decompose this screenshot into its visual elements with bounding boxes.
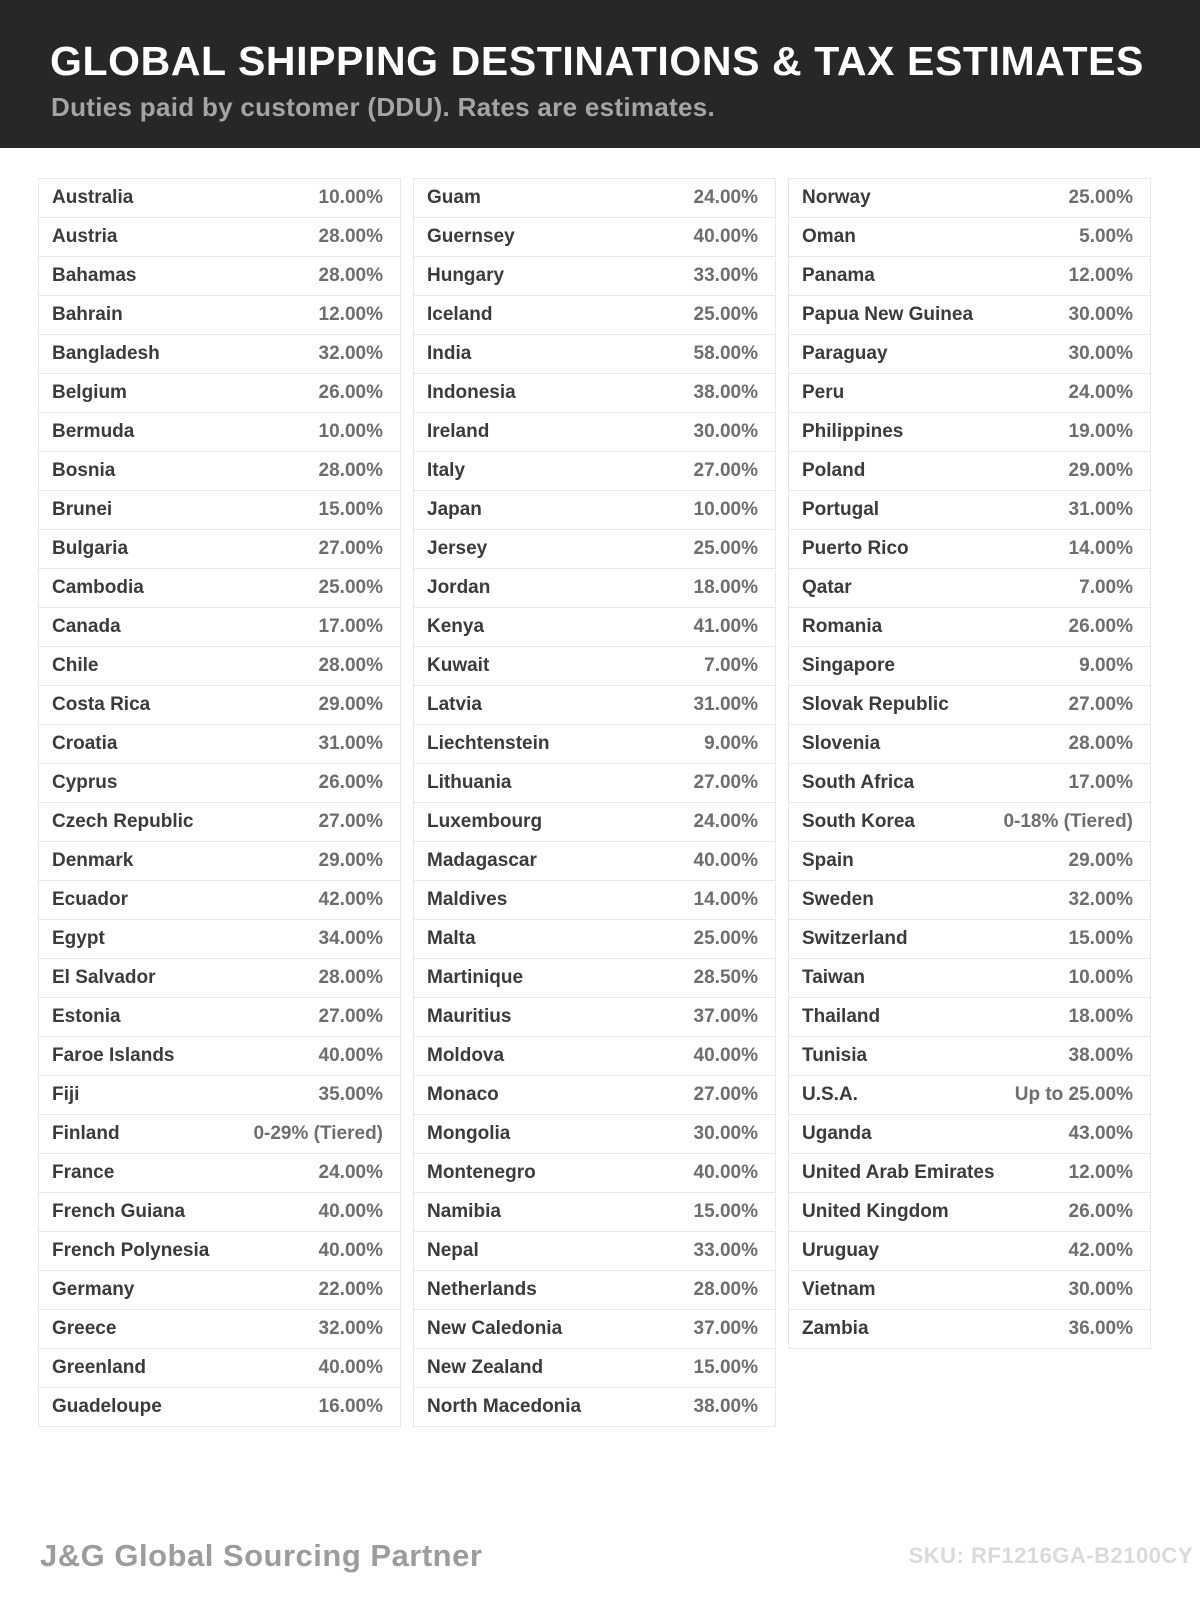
table-row [38, 256, 401, 296]
table-row [413, 1114, 776, 1154]
table-row [38, 334, 401, 374]
table-row [38, 217, 401, 257]
tax-rate: 32.00% [1068, 889, 1133, 910]
rates-table [38, 178, 1151, 1427]
country-name: Qatar [802, 577, 852, 598]
table-row [788, 880, 1151, 920]
tax-rate: 26.00% [1068, 616, 1133, 637]
country-name: Zambia [802, 1318, 869, 1339]
country-name: Puerto Rico [802, 538, 909, 559]
table-row [413, 1153, 776, 1193]
table-row [38, 451, 401, 491]
tax-rate: 10.00% [693, 499, 758, 520]
table-row [788, 763, 1151, 803]
table-row [788, 1153, 1151, 1193]
table-row [788, 919, 1151, 959]
table-row [413, 919, 776, 959]
country-name: Netherlands [427, 1279, 537, 1300]
country-name: Ireland [427, 421, 490, 442]
table-row [38, 1075, 401, 1115]
tax-rate: 17.00% [1068, 772, 1133, 793]
table-row [38, 1192, 401, 1232]
table-row [38, 1036, 401, 1076]
table-row [413, 1036, 776, 1076]
tax-rate: 31.00% [1068, 499, 1133, 520]
tax-rate: 43.00% [1068, 1123, 1133, 1144]
tax-rate: 19.00% [1068, 421, 1133, 442]
tax-rate: 10.00% [318, 187, 383, 208]
country-name: Malta [427, 928, 476, 949]
tax-rate: 32.00% [318, 343, 383, 364]
country-name: New Zealand [427, 1357, 544, 1378]
tax-rate: 33.00% [693, 1240, 758, 1261]
tax-rate: 22.00% [318, 1279, 383, 1300]
tax-rate: 38.00% [1068, 1045, 1133, 1066]
table-row [413, 490, 776, 530]
table-row [788, 217, 1151, 257]
tax-rate: 26.00% [318, 772, 383, 793]
table-row [413, 178, 776, 218]
country-name: Costa Rica [52, 694, 151, 715]
tax-rate: 40.00% [693, 226, 758, 247]
country-name: Singapore [802, 655, 895, 676]
tax-rate: 18.00% [1068, 1006, 1133, 1027]
country-name: Greece [52, 1318, 117, 1339]
country-name: Namibia [427, 1201, 501, 1222]
country-name: United Arab Emirates [802, 1162, 995, 1183]
table-row [413, 958, 776, 998]
tax-rate: 14.00% [1068, 538, 1133, 559]
tax-rate: 28.00% [693, 1279, 758, 1300]
table-row [788, 607, 1151, 647]
table-row [38, 958, 401, 998]
country-name: Estonia [52, 1006, 121, 1027]
table-row [788, 1075, 1151, 1115]
tax-rate: 15.00% [693, 1357, 758, 1378]
tax-rate: 37.00% [693, 1318, 758, 1339]
country-name: South Africa [802, 772, 915, 793]
tax-rate: 7.00% [704, 655, 758, 676]
table-row [788, 1192, 1151, 1232]
table-row [788, 529, 1151, 569]
table-row [788, 1309, 1151, 1349]
table-row [788, 256, 1151, 296]
rate-column-3 [788, 178, 1151, 1349]
tax-rate: 5.00% [1079, 226, 1133, 247]
table-row [38, 880, 401, 920]
table-row [413, 334, 776, 374]
country-name: Guam [427, 187, 481, 208]
country-name: Peru [802, 382, 845, 403]
tax-rate: 28.00% [318, 655, 383, 676]
country-name: South Korea [802, 811, 915, 832]
country-name: Lithuania [427, 772, 512, 793]
rate-column-1 [38, 178, 401, 1427]
table-row [788, 295, 1151, 335]
country-name: Mongolia [427, 1123, 511, 1144]
table-row [413, 724, 776, 764]
tax-rate: 15.00% [693, 1201, 758, 1222]
tax-rate: 0-18% (Tiered) [1003, 811, 1133, 832]
tax-rate: 42.00% [318, 889, 383, 910]
country-name: Faroe Islands [52, 1045, 175, 1066]
country-name: Canada [52, 616, 121, 637]
tax-rate: 40.00% [318, 1357, 383, 1378]
country-name: Czech Republic [52, 811, 194, 832]
tax-rate: 30.00% [1068, 1279, 1133, 1300]
tax-rate: 9.00% [704, 733, 758, 754]
country-name: Chile [52, 655, 99, 676]
country-name: Madagascar [427, 850, 537, 871]
country-name: Bermuda [52, 421, 135, 442]
tax-rate: 24.00% [318, 1162, 383, 1183]
tax-rate: 31.00% [318, 733, 383, 754]
country-name: Maldives [427, 889, 508, 910]
tax-rate: 29.00% [318, 694, 383, 715]
tax-rate: 28.00% [318, 460, 383, 481]
table-row [413, 1270, 776, 1310]
country-name: Jordan [427, 577, 491, 598]
table-row [413, 841, 776, 881]
country-name: Philippines [802, 421, 904, 442]
country-name: Austria [52, 226, 118, 247]
country-name: Moldova [427, 1045, 505, 1066]
table-row [413, 295, 776, 335]
country-name: El Salvador [52, 967, 156, 988]
country-name: Uruguay [802, 1240, 880, 1261]
country-name: Bosnia [52, 460, 116, 481]
tax-rate: 27.00% [693, 1084, 758, 1105]
tax-rate: 18.00% [693, 577, 758, 598]
country-name: Hungary [427, 265, 505, 286]
country-name: Bangladesh [52, 343, 160, 364]
table-row [788, 568, 1151, 608]
table-row [38, 607, 401, 647]
table-row [38, 997, 401, 1037]
country-name: Slovenia [802, 733, 881, 754]
table-row [788, 334, 1151, 374]
country-name: Luxembourg [427, 811, 543, 832]
country-name: Martinique [427, 967, 524, 988]
table-row [413, 607, 776, 647]
tax-rate: 40.00% [318, 1201, 383, 1222]
country-name: Thailand [802, 1006, 881, 1027]
country-name: Poland [802, 460, 866, 481]
tax-rate: 7.00% [1079, 577, 1133, 598]
tax-rate: 27.00% [693, 772, 758, 793]
tax-rate: 40.00% [693, 850, 758, 871]
country-name: Fiji [52, 1084, 80, 1105]
country-name: Panama [802, 265, 875, 286]
footer-brand: J&G Global Sourcing Partner [40, 1538, 483, 1573]
country-name: U.S.A. [802, 1084, 858, 1105]
country-name: Croatia [52, 733, 118, 754]
tax-rate: 29.00% [1068, 460, 1133, 481]
table-row [413, 451, 776, 491]
table-row [413, 256, 776, 296]
table-row [38, 1270, 401, 1310]
country-name: French Guiana [52, 1201, 186, 1222]
tax-rate: 10.00% [318, 421, 383, 442]
table-row [413, 802, 776, 842]
tax-rate: 41.00% [693, 616, 758, 637]
page-header [0, 0, 1200, 148]
table-row [788, 412, 1151, 452]
tax-rate: 38.00% [693, 382, 758, 403]
country-name: Paraguay [802, 343, 888, 364]
tax-rate: 31.00% [693, 694, 758, 715]
country-name: Papua New Guinea [802, 304, 974, 325]
table-row [38, 529, 401, 569]
tax-rate: Up to 25.00% [1014, 1084, 1133, 1105]
tax-rate: 25.00% [693, 304, 758, 325]
table-row [788, 685, 1151, 725]
country-name: Kuwait [427, 655, 490, 676]
tax-rate: 28.00% [318, 967, 383, 988]
table-row [413, 529, 776, 569]
tax-rate: 30.00% [1068, 343, 1133, 364]
table-row [38, 724, 401, 764]
table-row [38, 1387, 401, 1427]
table-row [38, 568, 401, 608]
tax-rate: 36.00% [1068, 1318, 1133, 1339]
country-name: Latvia [427, 694, 482, 715]
tax-rate: 14.00% [693, 889, 758, 910]
country-name: Italy [427, 460, 466, 481]
table-row [788, 1114, 1151, 1154]
tax-rate: 25.00% [318, 577, 383, 598]
tax-rate: 9.00% [1079, 655, 1133, 676]
table-row [38, 1153, 401, 1193]
table-row [38, 763, 401, 803]
country-name: Finland [52, 1123, 120, 1144]
tax-rate: 25.00% [693, 928, 758, 949]
country-name: Belgium [52, 382, 127, 403]
country-name: Taiwan [802, 967, 865, 988]
tax-rate: 17.00% [318, 616, 383, 637]
table-row [788, 958, 1151, 998]
tax-rate: 26.00% [318, 382, 383, 403]
country-name: North Macedonia [427, 1396, 582, 1417]
tax-rate: 27.00% [693, 460, 758, 481]
country-name: Uganda [802, 1123, 872, 1144]
country-name: Kenya [427, 616, 485, 637]
table-row [413, 1192, 776, 1232]
sku-label: SKU: RF1216GA-B2100CY [908, 1543, 1193, 1568]
table-row [413, 1075, 776, 1115]
country-name: Jersey [427, 538, 488, 559]
table-row [38, 178, 401, 218]
table-row [413, 646, 776, 686]
tax-rate: 40.00% [693, 1162, 758, 1183]
tax-rate: 24.00% [693, 811, 758, 832]
tax-rate: 28.00% [318, 265, 383, 286]
tax-rate: 29.00% [318, 850, 383, 871]
tax-rate: 0-29% (Tiered) [253, 1123, 383, 1144]
table-row [788, 1036, 1151, 1076]
tax-rate: 12.00% [1068, 265, 1133, 286]
tax-rate: 33.00% [693, 265, 758, 286]
table-row [788, 490, 1151, 530]
table-row [38, 646, 401, 686]
tax-rate: 15.00% [318, 499, 383, 520]
country-name: Oman [802, 226, 856, 247]
table-row [38, 490, 401, 530]
country-name: Mauritius [427, 1006, 512, 1027]
tax-rate: 12.00% [1068, 1162, 1133, 1183]
tax-rate: 58.00% [693, 343, 758, 364]
country-name: Switzerland [802, 928, 908, 949]
country-name: Nepal [427, 1240, 479, 1261]
tax-rate: 10.00% [1068, 967, 1133, 988]
table-row [413, 997, 776, 1037]
country-name: Greenland [52, 1357, 146, 1378]
tax-rate: 16.00% [318, 1396, 383, 1417]
tax-rate: 37.00% [693, 1006, 758, 1027]
table-row [413, 763, 776, 803]
tax-rate: 24.00% [693, 187, 758, 208]
tax-rate: 27.00% [318, 538, 383, 559]
table-row [788, 724, 1151, 764]
table-row [788, 1270, 1151, 1310]
table-row [413, 568, 776, 608]
country-name: Denmark [52, 850, 134, 871]
tax-rate: 30.00% [693, 421, 758, 442]
table-row [788, 802, 1151, 842]
country-name: Germany [52, 1279, 135, 1300]
country-name: Portugal [802, 499, 880, 520]
country-name: Japan [427, 499, 482, 520]
tax-rate: 25.00% [693, 538, 758, 559]
tax-rate: 28.00% [318, 226, 383, 247]
country-name: Bulgaria [52, 538, 129, 559]
country-name: United Kingdom [802, 1201, 949, 1222]
country-name: Montenegro [427, 1162, 536, 1183]
table-row [788, 646, 1151, 686]
tax-rate: 40.00% [318, 1045, 383, 1066]
table-row [38, 841, 401, 881]
country-name: Cyprus [52, 772, 118, 793]
country-name: Brunei [52, 499, 113, 520]
tax-rate: 40.00% [693, 1045, 758, 1066]
country-name: New Caledonia [427, 1318, 563, 1339]
tax-rate: 32.00% [318, 1318, 383, 1339]
table-row [413, 880, 776, 920]
country-name: Cambodia [52, 577, 144, 598]
tax-rate: 30.00% [693, 1123, 758, 1144]
tax-rate: 28.00% [1068, 733, 1133, 754]
country-name: Sweden [802, 889, 874, 910]
table-row [788, 841, 1151, 881]
table-row [38, 919, 401, 959]
table-row [38, 412, 401, 452]
tax-rate: 34.00% [318, 928, 383, 949]
table-row [38, 1114, 401, 1154]
country-name: Ecuador [52, 889, 129, 910]
country-name: French Polynesia [52, 1240, 210, 1261]
tax-rate: 28.50% [693, 967, 758, 988]
tax-rate: 35.00% [318, 1084, 383, 1105]
table-row [38, 685, 401, 725]
country-name: Spain [802, 850, 854, 871]
tax-rate: 12.00% [318, 304, 383, 325]
tax-rate: 25.00% [1068, 187, 1133, 208]
table-row [788, 451, 1151, 491]
country-name: Vietnam [802, 1279, 876, 1300]
table-row [413, 373, 776, 413]
country-name: Norway [802, 187, 871, 208]
table-row [413, 1309, 776, 1349]
table-row [413, 1231, 776, 1271]
table-row [38, 373, 401, 413]
country-name: Bahamas [52, 265, 137, 286]
tax-rate: 27.00% [1068, 694, 1133, 715]
country-name: Guernsey [427, 226, 515, 247]
tax-rate: 26.00% [1068, 1201, 1133, 1222]
table-row [38, 295, 401, 335]
page-subtitle: Duties paid by customer (DDU). Rates are estimates. [51, 92, 716, 122]
country-name: Monaco [427, 1084, 499, 1105]
table-row [413, 1348, 776, 1388]
tax-rate: 27.00% [318, 1006, 383, 1027]
table-row [788, 373, 1151, 413]
tax-rate: 30.00% [1068, 304, 1133, 325]
country-name: India [427, 343, 472, 364]
table-row [38, 1309, 401, 1349]
table-row [38, 1348, 401, 1388]
table-row [413, 1387, 776, 1427]
country-name: Australia [52, 187, 134, 208]
tax-rate: 40.00% [318, 1240, 383, 1261]
table-row [413, 412, 776, 452]
country-name: Bahrain [52, 304, 123, 325]
table-row [413, 685, 776, 725]
country-name: Romania [802, 616, 883, 637]
tax-rate: 42.00% [1068, 1240, 1133, 1261]
table-row [38, 1231, 401, 1271]
table-row [788, 997, 1151, 1037]
country-name: Guadeloupe [52, 1396, 162, 1417]
tax-rate: 38.00% [693, 1396, 758, 1417]
table-row [788, 178, 1151, 218]
country-name: Iceland [427, 304, 493, 325]
country-name: Egypt [52, 928, 105, 949]
country-name: Slovak Republic [802, 694, 949, 715]
country-name: France [52, 1162, 115, 1183]
table-row [788, 1231, 1151, 1271]
country-name: Liechtenstein [427, 733, 550, 754]
page-title: GLOBAL SHIPPING DESTINATIONS & TAX ESTIMATES [50, 38, 1144, 84]
tax-rate: 27.00% [318, 811, 383, 832]
table-row [38, 802, 401, 842]
tax-rate: 24.00% [1068, 382, 1133, 403]
table-row [413, 217, 776, 257]
country-name: Tunisia [802, 1045, 868, 1066]
rate-column-2 [413, 178, 776, 1427]
tax-rate: 15.00% [1068, 928, 1133, 949]
tax-rate: 29.00% [1068, 850, 1133, 871]
country-name: Indonesia [427, 382, 516, 403]
